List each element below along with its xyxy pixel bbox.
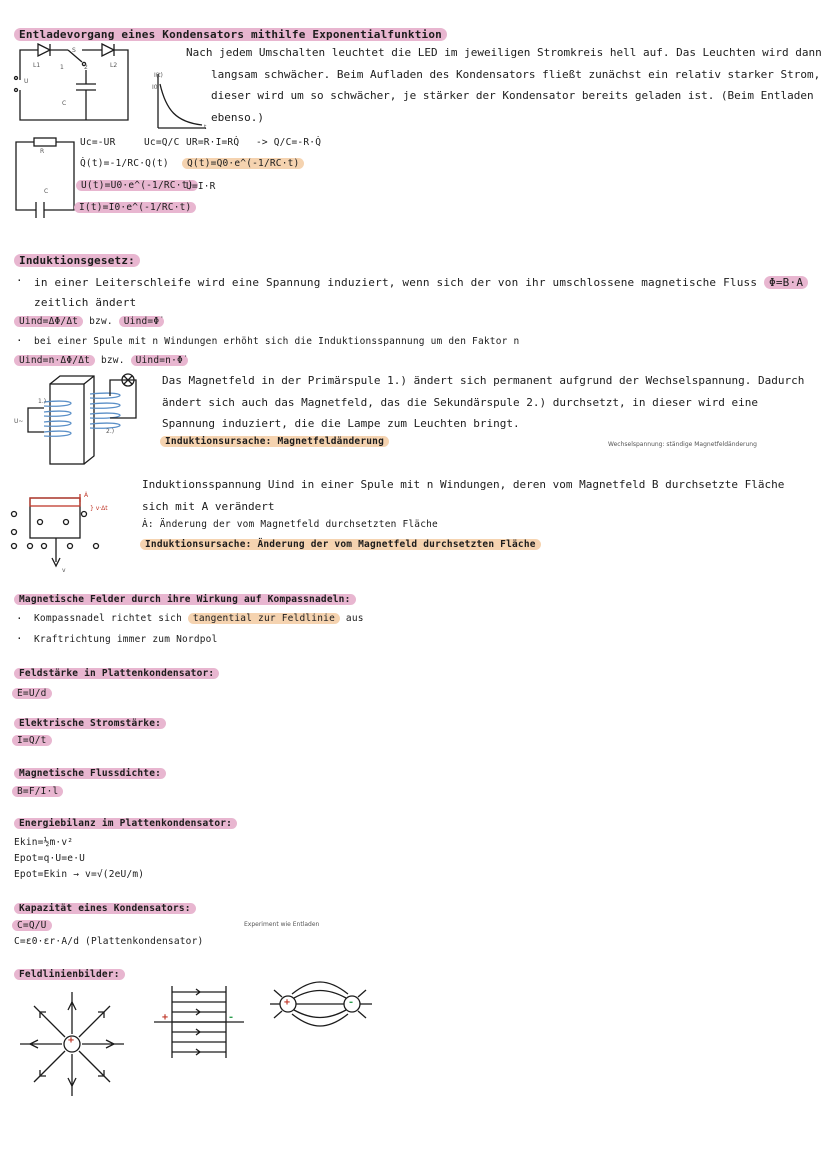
- capacitance-formula2: C=ε0·εr·A/d (Plattenkondensator): [14, 936, 204, 947]
- label-s: S: [72, 47, 76, 54]
- bullet-dot-1: ·: [16, 274, 23, 287]
- transformer-note: Wechselspannung: ständige Magnetfeldänderung: [608, 441, 757, 448]
- capacitance-note: Experiment wie Entladen: [244, 921, 320, 928]
- label-l1: L1: [33, 62, 41, 69]
- compass-heading: Magnetische Felder durch ihre Wirkung auf Kompassnadeln:: [14, 594, 356, 605]
- formula-it: I(t)=I0·e^(-1/RC·t): [74, 202, 196, 213]
- loop-label-v: v: [62, 567, 66, 574]
- compass-item1: Kompassnadel richtet sich tangential zur Feldlinie aus: [34, 613, 364, 624]
- energy-ekin: Ekin=½m·v²: [14, 837, 74, 848]
- dipole-minus: -: [348, 997, 355, 1008]
- capacitance-formula1: C=Q/U: [12, 920, 52, 931]
- field-strength-formula: E=U/d: [12, 688, 52, 699]
- formula-uind-n: Uind=n·ΔΦ/Δt bzw. Uind=n·Φ̇: [14, 355, 188, 366]
- formula-uind: Uind=ΔΦ/Δt bzw. Uind=Φ̇: [14, 316, 164, 327]
- formula-uir: U=I·R: [186, 181, 216, 192]
- label-2: 2: [84, 64, 88, 71]
- formula-ur: UR=R·I=RQ̇: [186, 137, 240, 148]
- bullet-dot-2: ·: [16, 334, 23, 347]
- induction-heading: Induktionsgesetz:: [14, 254, 140, 267]
- flux-density-heading: Magnetische Flussdichte:: [14, 768, 166, 779]
- plate-plus: +: [162, 1012, 169, 1023]
- loop-text-a: Ȧ: Änderung der vom Magnetfeld durchsetzten Fläche: [142, 519, 438, 530]
- graph-y-label: I(t): [154, 72, 163, 79]
- energy-epot: Epot=q·U=e·U: [14, 853, 86, 864]
- label-primary: 1.): [38, 398, 47, 405]
- discharge-paragraph: Nach jedem Umschalten leuchtet die LED im jeweiligen Stromkreis hell auf. Das Leuchten wird dann langsam schwächer. Beim Aufladen des Kondensators fließt zunächst ein relativ starker Strom, dieser wird um so schwächer, je stärker der Kondensator bereits geladen ist. (Beim Entladen ebenso.): [186, 46, 822, 124]
- label-u-ac: U~: [14, 418, 24, 425]
- loop-text: Induktionsspannung Uind in einer Spule mit n Windungen, deren vom Magnetfeld B durchsetzte Fläche sich mit A verändert: [142, 478, 785, 513]
- loop-cause: Induktionsursache: Änderung der vom Magnetfeld durchsetzten Fläche: [140, 539, 541, 550]
- label-secondary: 2.): [106, 428, 115, 435]
- energy-heading: Energiebilanz im Plattenkondensator:: [14, 818, 237, 829]
- dipole-field-icon: [266, 982, 376, 1026]
- energy-balance: Epot=Ekin → v=√(2eU/m): [14, 869, 145, 880]
- formula-qdot: Q̇(t)=-1/RC·Q(t): [80, 158, 169, 169]
- graph-t-label: t: [204, 124, 207, 131]
- induction-bullet1-cont: zeitlich ändert: [34, 296, 137, 309]
- bullet-dot-4: ·: [16, 632, 23, 645]
- label-r: R: [40, 148, 45, 155]
- formula-ut: U(t)=U0·e^(-1/RC·t): [76, 180, 198, 191]
- point-charge-plus: +: [68, 1035, 75, 1046]
- transformer-diagram: [10, 372, 160, 472]
- field-strength-heading: Feldstärke in Plattenkondensator:: [14, 668, 219, 679]
- induction-bullet2: bei einer Spule mit n Windungen erhöht sich die Induktionsspannung um den Faktor n: [34, 336, 520, 347]
- capacitance-heading: Kapazität eines Kondensators:: [14, 903, 196, 914]
- led-circuit-diagram: [10, 40, 150, 130]
- fieldlines-heading: Feldlinienbilder:: [14, 969, 125, 980]
- loop-label-a: Ȧ: [84, 492, 89, 499]
- label-l2: L2: [110, 62, 118, 69]
- plate-minus: -: [228, 1012, 235, 1023]
- current-formula: I=Q/t: [12, 735, 52, 746]
- compass-item2: Kraftrichtung immer zum Nordpol: [34, 634, 218, 645]
- dipole-plus: +: [284, 997, 291, 1008]
- bullet-dot-3: ·: [16, 612, 23, 625]
- formula-uc-qc: Uc=Q/C: [144, 137, 180, 148]
- transformer-cause: Induktionsursache: Magnetfeldänderung: [160, 436, 389, 447]
- graph-i0-label: I0: [152, 84, 158, 91]
- induction-bullet1: in einer Leiterschleife wird eine Spannung induziert, wenn sich der von ihr umschlossene magnetische Fluss Φ=B·A: [34, 276, 808, 289]
- formula-uc-ur: Uc=-UR: [80, 137, 116, 148]
- flux-density-formula: B=F/I·l: [12, 786, 63, 797]
- discharge-heading: Entladevorgang eines Kondensators mithilfe Exponentialfunktion: [14, 28, 447, 41]
- loop-label-vdt: } v·Δt: [90, 505, 108, 512]
- formula-qt: Q(t)=Q0·e^(-1/RC·t): [182, 158, 304, 169]
- formula-qc: -> Q/C=-R·Q̇: [256, 137, 322, 148]
- current-heading: Elektrische Stromstärke:: [14, 718, 166, 729]
- label-c2: C: [44, 188, 49, 195]
- rc-circuit-diagram: [12, 130, 82, 220]
- transformer-text: Das Magnetfeld in der Primärspule 1.) ändert sich permanent aufgrund der Wechselspannung. Dadurch ändert sich auch das Magnetfeld, das die Sekundärspule 2.) durchsetzt, in dieser wird eine Spannung induziert, die die Lampe zum Leuchten bringt.: [162, 374, 805, 430]
- label-u: U: [24, 78, 29, 85]
- label-1: 1: [60, 64, 64, 71]
- moving-loop-diagram: [10, 490, 130, 580]
- label-c: C: [62, 100, 67, 107]
